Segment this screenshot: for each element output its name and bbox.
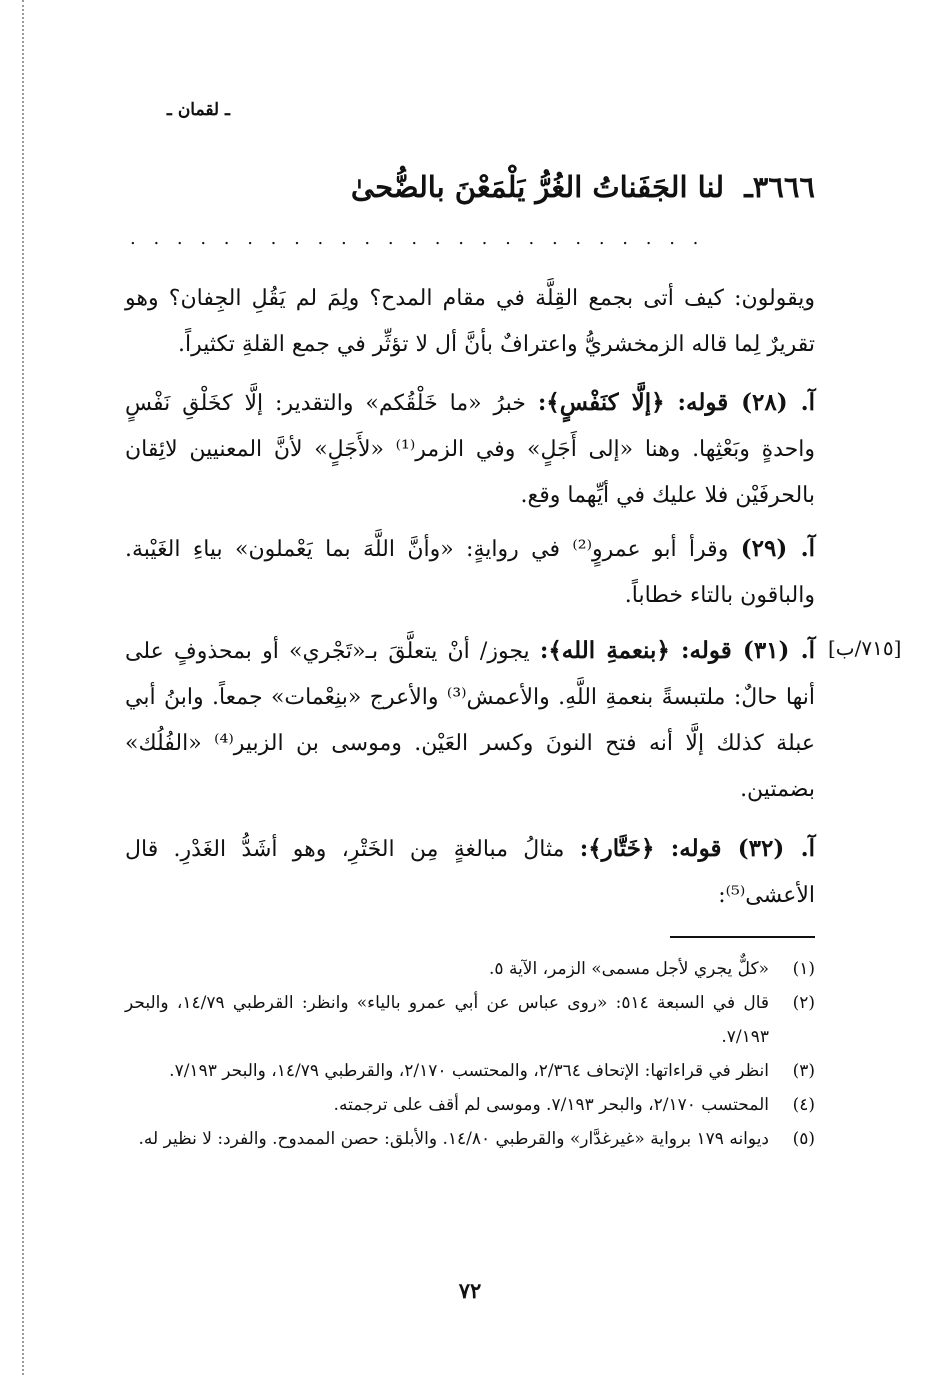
footnote-separator: [670, 936, 815, 938]
verse-reference-29: آ. (٢٩): [740, 535, 815, 562]
paragraph-2-text: خبرُ «ما خَلْقُكم» والتقدير: إلَّا كخَلْقِ نَفْسٍ واحدةٍ وبَعْثِها. وهنا «إلى أَجَلٍ» وفي الزمر⁽¹⁾ «لأَجَلٍ» لأنَّ المعنيين لائِقان بالحرفَيْن فلا عليك في أيِّهما وقع.: [125, 391, 815, 508]
footnotes: [125, 952, 815, 1156]
verse-reference-31: آ. (٣١) قوله: ﴿بنعمةِ الله﴾:: [539, 637, 816, 664]
footnote-2: [125, 986, 815, 1054]
paragraph-2: [125, 380, 815, 519]
footnote-text: المحتسب ٢/١٧٠، والبحر ٧/١٩٣. وموسى لم أقف على ترجمته.: [333, 1095, 769, 1115]
verse-reference-32: آ. (٣٢) قوله: ﴿خَتَّار﴾:: [579, 835, 815, 862]
ellipsis-dots: . . . . . . . . . . . . . . . . . . . . . . . . .: [130, 228, 705, 249]
footnote-4: [125, 1088, 815, 1122]
footnote-number: (١): [792, 959, 815, 979]
footnote-1: [125, 952, 815, 986]
paragraph-5: [125, 826, 815, 919]
verse-number: ٣٦٦٦ـ: [744, 170, 815, 204]
footnote-text: «كلٌّ يجري لأجل مسمى» الزمر، الآية ٥.: [489, 959, 769, 979]
footnote-number: (٤): [792, 1095, 815, 1115]
footnote-5: [125, 1122, 815, 1156]
footnote-number: (٥): [792, 1129, 815, 1149]
paragraph-3: [125, 526, 815, 619]
page-fold-line: [22, 0, 24, 1375]
footnote-text: قال في السبعة ٥١٤: «روى عباس عن أبي عمرو بالياء» وانظر: القرطبي ١٤/٧٩، والبحر ٧/١٩٣.: [125, 993, 770, 1047]
page-number: ٧٢: [458, 1278, 482, 1303]
footnote-number: (٣): [792, 1061, 815, 1081]
poetry-verse: [115, 170, 815, 204]
verse-reference-28: آ. (٢٨) قوله: ﴿إلَّا كنَفْسٍ﴾:: [537, 389, 815, 416]
running-header: [110, 100, 230, 126]
paragraph-4-text: يجوز/ أنْ يتعلَّقَ بـ«تَجْري» أو بمحذوفٍ على أنها حالٌ: ملتبسةً بنعمةِ اللَّهِ. والأعمش⁽³⁾ والأعرج «بنِعْمات» جمعاً. وابنُ أبي عبلة كذلك إلَّا أنه فتح النونَ وكسر العَيْن. وموسى بن الزبير⁽⁴⁾ «الفُلُك» بضمتين.: [125, 639, 815, 802]
paragraph-1: ويقولون: كيف أتى بجمع القِلَّة في مقام المدح؟ ولِمَ لم يَقُلِ الجِفان؟ وهو تقريرٌ لِما قاله الزمخشريُّ واعترافٌ بأنَّ أل لا تؤثِّر في جمع القلةِ تكثيراً.: [125, 286, 815, 357]
header-title: ـ لقمان ـ: [166, 100, 230, 120]
footnote-text: ديوانه ١٧٩ برواية «غيرغدَّار» والقرطبي ١٤/٨٠. والأبلق: حصن الممدوح. والفرد: لا نظير له.: [138, 1129, 769, 1149]
paragraph-3-text: وقرأ أبو عمروٍ⁽²⁾ في روايةٍ: «وأنَّ اللَّهَ بما يَعْملون» بياءِ الغَيْبة. والباقون بالتاء خطاباً.: [125, 537, 815, 608]
footnote-number: (٢): [792, 993, 815, 1013]
footnote-3: [125, 1054, 815, 1088]
manuscript-folio-note: [٧١٥/ب]: [828, 636, 902, 660]
verse-text: لنا الجَفَناتُ الغُرُّ يَلْمَعْنَ بالضُّحىٰ: [350, 170, 725, 204]
paragraph-5-text: مثالُ مبالغةٍ مِن الخَتْرِ، وهو أشَدُّ الغَدْرِ. قال الأعشى⁽⁵⁾:: [125, 837, 815, 908]
footnote-text: انظر في قراءاتها: الإتحاف ٢/٣٦٤، والمحتسب ٢/١٧٠، والقرطبي ١٤/٧٩، والبحر ٧/١٩٣.: [169, 1061, 769, 1081]
paragraph-4: [125, 628, 815, 813]
